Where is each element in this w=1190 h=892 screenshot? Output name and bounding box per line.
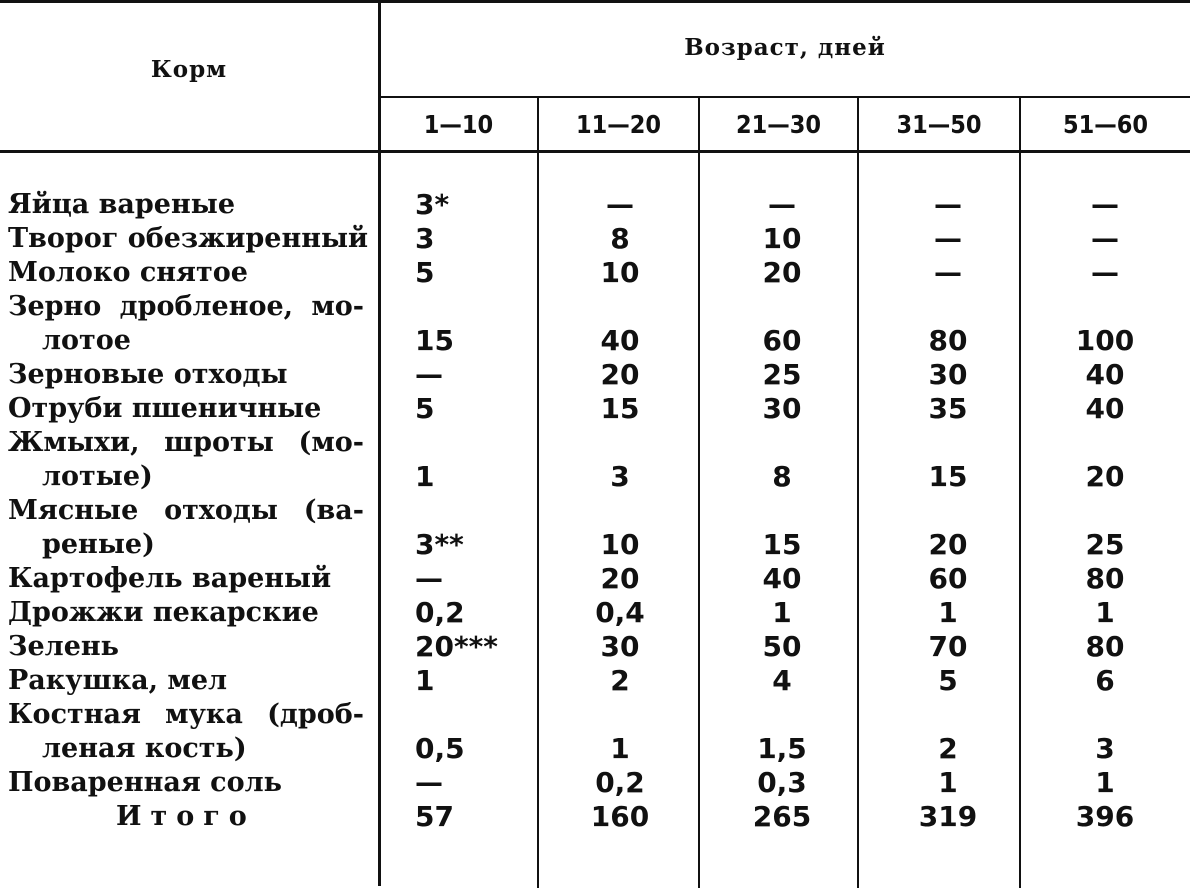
table-cell: 1 (1095, 766, 1115, 799)
row-label-line: Зерно дробленое, мо- (8, 291, 364, 322)
table-cell: — (1091, 256, 1119, 289)
table-cell: 10 (600, 256, 640, 289)
row-label (8, 494, 364, 562)
row-label-line: Зерновые отходы (8, 359, 288, 390)
table-cell: 8 (772, 460, 792, 493)
age-subheader-rule (380, 96, 1190, 98)
total-cell: 160 (590, 800, 650, 833)
table-cell: 100 (1075, 324, 1135, 357)
col-rule-3 (857, 96, 859, 888)
row-label-line: Дрожжи пекарские (8, 597, 319, 628)
table-cell: 40 (1085, 392, 1125, 425)
table-cell: 8 (610, 222, 630, 255)
row-label (8, 766, 364, 800)
table-cell: 35 (928, 392, 968, 425)
row-label (8, 188, 364, 222)
table-cell: 30 (762, 392, 802, 425)
row-label-line: реные) (42, 529, 155, 560)
table-cell: — (415, 562, 443, 595)
row-label (8, 426, 364, 494)
table-cell: 15 (600, 392, 640, 425)
table-cell: 80 (1085, 630, 1125, 663)
table-cell: — (415, 766, 443, 799)
table-cell: 3** (415, 528, 464, 561)
table-cell: 20 (1085, 460, 1125, 493)
table-cell: 10 (600, 528, 640, 561)
table-cell: 1 (610, 732, 630, 765)
table-cell: 1,5 (757, 732, 807, 765)
row-label (8, 664, 364, 698)
table-cell: 0,2 (415, 596, 465, 629)
table-cell: 4 (772, 664, 792, 697)
row-label-line: Молоко снятое (8, 257, 248, 288)
table-cell: 10 (762, 222, 802, 255)
table-cell: 20 (928, 528, 968, 561)
row-label (8, 630, 364, 664)
row-label-line: Отруби пшеничные (8, 393, 322, 424)
row-label (8, 698, 364, 766)
table-cell: 15 (415, 324, 454, 357)
header-bottom-rule (0, 150, 1190, 153)
table-cell: 15 (762, 528, 802, 561)
total-cell: 319 (918, 800, 978, 833)
total-cell: 57 (415, 800, 454, 833)
header-feed: Корм (150, 56, 228, 83)
row-label (8, 562, 364, 596)
table-cell: — (934, 188, 962, 221)
row-label-line: Поваренная соль (8, 767, 282, 798)
row-label-line: Яйца вареные (8, 189, 235, 220)
table-cell: 30 (600, 630, 640, 663)
table-cell: 1 (938, 766, 958, 799)
row-label-line: Зелень (8, 631, 119, 662)
table-cell: 30 (928, 358, 968, 391)
table-cell: 0,5 (415, 732, 465, 765)
table-cell: 80 (928, 324, 968, 357)
total-cell: 396 (1075, 800, 1135, 833)
table-cell: 20 (762, 256, 802, 289)
table-cell: — (415, 358, 443, 391)
table-cell: 6 (1095, 664, 1115, 697)
table-cell: 15 (928, 460, 968, 493)
row-label (8, 392, 364, 426)
table-cell: 0,3 (757, 766, 807, 799)
age-column-header: 1—10 (423, 110, 494, 139)
table-cell: 20 (600, 562, 640, 595)
table-cell: 1 (938, 596, 958, 629)
table-cell: — (768, 188, 796, 221)
table-cell: 3 (415, 222, 435, 255)
col-rule-4 (1019, 96, 1021, 888)
row-label-line: Жмыхи, шроты (мо- (8, 427, 364, 458)
table-cell: 0,4 (595, 596, 645, 629)
table-cell: 40 (1085, 358, 1125, 391)
total-cell: 265 (752, 800, 812, 833)
row-label-line: Мясные отходы (ва- (8, 495, 364, 526)
table-cell: 3* (415, 188, 450, 221)
row-label-line: лотые) (42, 461, 153, 492)
row-label-line: Ракушка, мел (8, 665, 228, 696)
table-cell: 3 (1095, 732, 1115, 765)
table-cell: 40 (762, 562, 802, 595)
table-cell: 5 (938, 664, 958, 697)
age-column-header: 21—30 (735, 110, 822, 139)
table-cell: 1 (415, 664, 435, 697)
header-age: Возраст, дней (684, 34, 886, 61)
table-cell: 20*** (415, 630, 498, 663)
table-cell: 80 (1085, 562, 1125, 595)
table-cell: 2 (938, 732, 958, 765)
row-label (8, 256, 364, 290)
total-label: Итого (116, 801, 256, 832)
row-label-line: Творог обезжиренный (8, 223, 369, 254)
table-cell: 25 (1085, 528, 1125, 561)
age-column-header: 31—50 (896, 110, 982, 139)
table-cell: 50 (762, 630, 802, 663)
table-cell: 60 (928, 562, 968, 595)
table-cell: 1 (415, 460, 435, 493)
table-cell: 5 (415, 256, 435, 289)
row-label (8, 596, 364, 630)
age-column-header: 51—60 (1062, 110, 1149, 139)
table-cell: — (934, 256, 962, 289)
table-cell: — (934, 222, 962, 255)
row-label (8, 358, 364, 392)
table-cell: 5 (415, 392, 435, 425)
table-cell: 1 (1095, 596, 1115, 629)
age-column-header: 11—20 (575, 110, 662, 139)
table-cell: 20 (600, 358, 640, 391)
row-label (8, 290, 364, 358)
table-cell: 25 (762, 358, 802, 391)
table-cell: 2 (610, 664, 630, 697)
row-label-line: Костная мука (дроб- (8, 699, 364, 730)
table-cell: — (606, 188, 634, 221)
table-cell: — (1091, 188, 1119, 221)
table-cell: 3 (610, 460, 630, 493)
table-cell: — (1091, 222, 1119, 255)
table-cell: 60 (762, 324, 802, 357)
row-label-line: Картофель вареный (8, 563, 332, 594)
col-rule-1 (537, 96, 539, 888)
row-label-line: леная кость) (42, 733, 247, 764)
col-rule-2 (698, 96, 700, 888)
top-rule (0, 0, 1190, 3)
row-label (8, 222, 369, 256)
table-cell: 0,2 (595, 766, 645, 799)
table-cell: 1 (772, 596, 792, 629)
table-cell: 40 (600, 324, 640, 357)
row-label-line: лотое (42, 325, 131, 356)
table-cell: 70 (928, 630, 968, 663)
